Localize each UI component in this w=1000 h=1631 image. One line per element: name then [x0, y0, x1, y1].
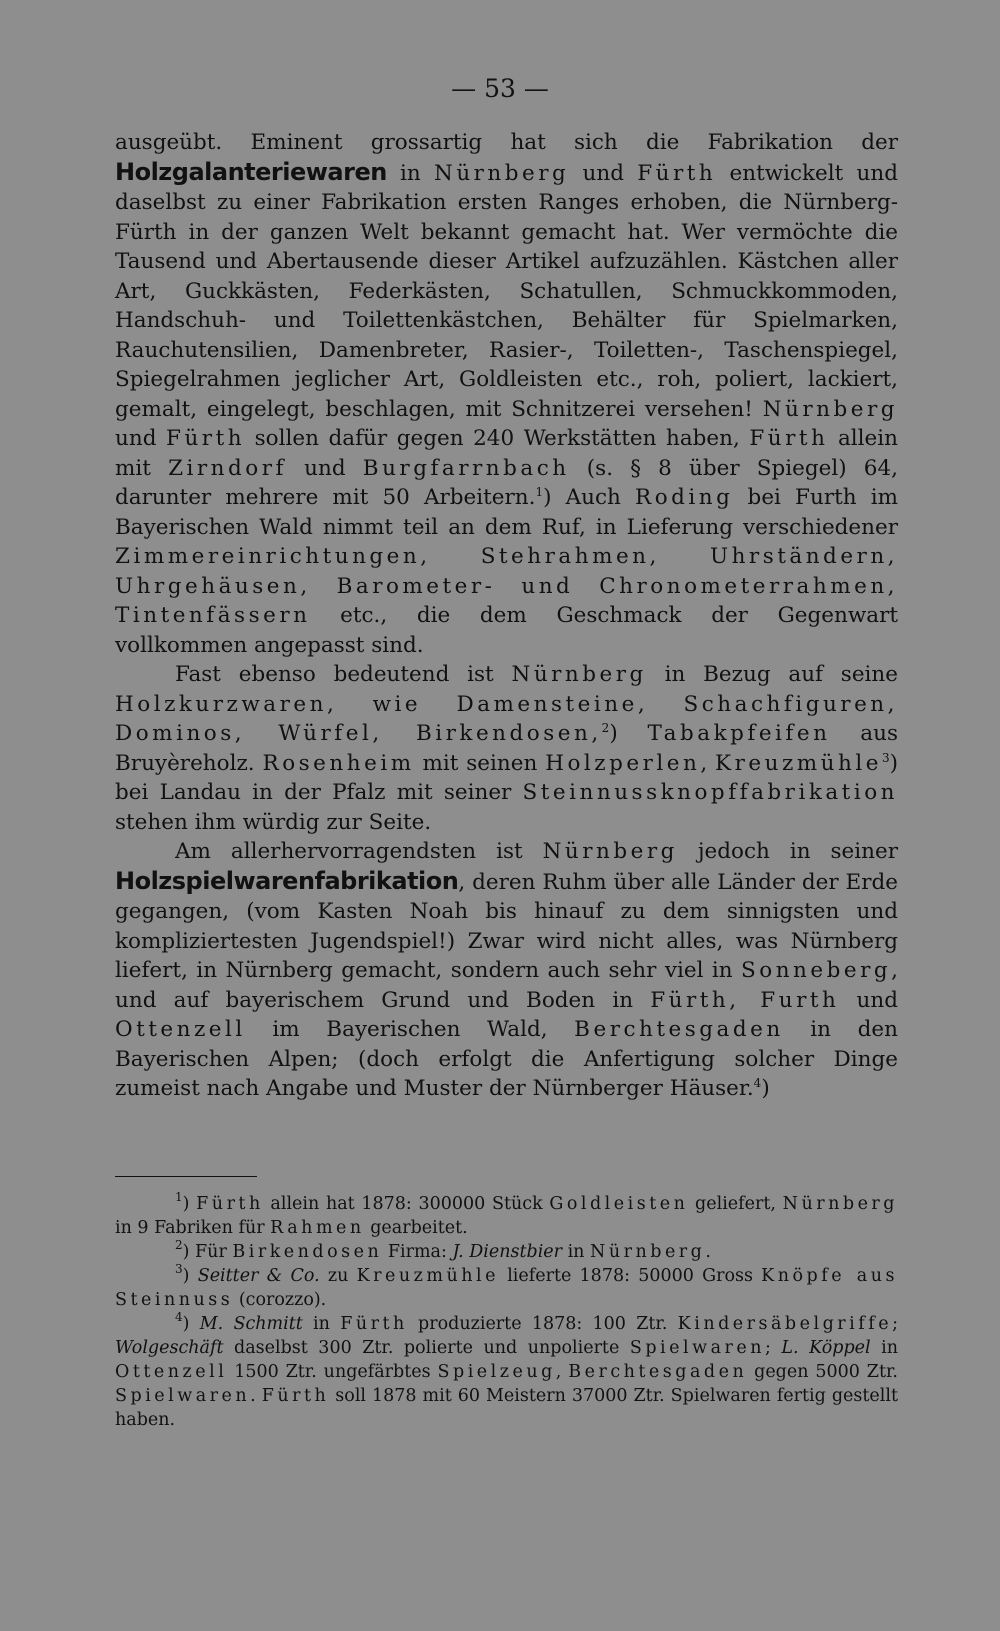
spaced-term: Spielwaren [629, 1338, 765, 1358]
text-run: sollen dafür gegen 240 Werkstätten haben, [245, 426, 750, 451]
text-run: gearbeitet. [364, 1218, 468, 1238]
spaced-term: Berchtesgaden [568, 1362, 748, 1382]
spaced-term: Fürth [749, 426, 829, 451]
text-run: , deren Ruhm über alle Länder der Erde gegangen, (vom Kasten Noah bis hinauf zu dem sinnigsten und kompliziertesten Jugendspiel!) Zwar wird nicht alles, was Nürnberg liefert, in Nürnberg gemacht, sondern auch sehr viel in [115, 869, 898, 983]
text-run: geliefert, [688, 1194, 783, 1214]
text-run: daselbst 300 Ztr. polierte und unpolierte [223, 1338, 630, 1358]
text-run: Fast ebenso bedeutend ist [175, 662, 512, 687]
footnote-3 [115, 1264, 898, 1312]
text-run: ; [765, 1338, 782, 1358]
spaced-term: Nürnberg [590, 1242, 706, 1262]
text-run: ) bei Landau in der Pfalz mit seiner [115, 750, 898, 805]
footnote-marker: 4 [753, 1076, 762, 1090]
text-run: ) Für [182, 1242, 233, 1262]
text-run: , und auf bayerischem Grund und Boden in [115, 958, 898, 1013]
text-run: . [705, 1242, 711, 1262]
text-run: Firma: [382, 1242, 453, 1262]
text-run: ) [182, 1314, 200, 1334]
spaced-term: Ottenzell [115, 1362, 228, 1382]
footnote-2 [115, 1240, 898, 1264]
text-run: in [386, 160, 434, 186]
paragraph-2 [115, 660, 898, 837]
text-run: produzierte 1878: 100 Ztr. [407, 1314, 678, 1334]
spaced-term: Roding [635, 485, 734, 510]
spaced-term: Berchtesgaden [574, 1017, 784, 1042]
text-run: ausgeübt. Eminent grossartig hat sich die Fabrikation der [115, 130, 898, 155]
text-run: , [555, 1362, 569, 1382]
text-run: etc., die dem Geschmack der Gegenwart vollkommen angepasst sind. [115, 603, 898, 658]
text-run: ) [182, 1194, 197, 1214]
italic-name: Seitter & Co. [197, 1266, 320, 1286]
spaced-term: Holzkurzwaren, wie Damensteine, Schachfiguren, Dominos, Würfel, Birkendosen, [115, 691, 898, 746]
spaced-term: Rosenheim [262, 750, 415, 776]
footnote-4 [115, 1312, 898, 1432]
spaced-term: Steinnussknopffabrikation [522, 780, 898, 805]
text-run: Am allerhervorragendsten ist [175, 839, 543, 864]
spaced-term: Nürnberg [511, 662, 647, 687]
text-run: aus Bruyèreholz. [115, 721, 898, 776]
italic-name: Wolgeschäft [115, 1338, 224, 1358]
spaced-term: Spielzeug [437, 1362, 556, 1382]
spaced-term: Tabakpfeifen [647, 721, 831, 746]
spaced-term: Rahmen [270, 1218, 365, 1238]
text-run: stehen ihm würdig zur Seite. [115, 809, 432, 835]
heading-term: Holzspielwarenfabrikation [115, 866, 459, 895]
text-run: im Bayerischen Wald, [245, 1017, 575, 1042]
spaced-term: Spielwaren [115, 1386, 251, 1406]
spaced-term: Nürnberg [542, 839, 678, 864]
spaced-term: Fürth [637, 160, 717, 186]
spaced-term: Zirndorf [168, 455, 287, 481]
text-run: bei Furth im Bayerischen Wald nimmt teil an dem Ruf, in Lieferung verschiedener [115, 485, 898, 540]
spaced-term: Holzperlen [545, 750, 701, 776]
footnote-divider [115, 1176, 257, 1177]
footnote-marker: 1 [175, 1190, 183, 1204]
text-run: entwickelt und daselbst zu einer Fabrikation ersten Ranges erhoben, die Nürnberg-Fürth in der ganzen Welt bekannt gemacht hat. Wer vermöchte die Tausend und Abertausende dieser Artikel aufzuzählen. Kästchen aller Art, Guckkästen, Federkästen, Schatullen, Schmuckkommoden, Handschuh- und Toilettenkästchen, Behälter für Spielmarken, Rauchutensilien, Damenbreter, Rasier-, Toiletten-, Taschenspiegel, Spiegelrahmen jeglicher Art, Goldleisten etc., roh, poliert, lackiert, gemalt, eingelegt, beschlagen, mit Schnitzerei versehen! [115, 160, 898, 422]
text-run: soll 1878 mit 60 Meistern 37000 Ztr. Spielwaren fertig gestellt haben. [115, 1386, 898, 1430]
spaced-term: Kreuzmühle [715, 750, 882, 776]
text-run: ; [892, 1314, 898, 1334]
text-run: jedoch in seiner [677, 839, 898, 864]
text-run: und [115, 426, 167, 451]
text-run: . [250, 1386, 262, 1406]
footnote-1 [115, 1192, 898, 1240]
text-run: in den Bayerischen Alpen; (doch erfolgt die Anfertigung solcher Dinge zumeist nach Angabe und Muster der Nürnberger Häuser. [115, 1017, 898, 1101]
footnote-marker: 4 [175, 1310, 183, 1324]
spaced-term: Sonneberg [741, 958, 892, 983]
italic-name: M. Schmitt [199, 1314, 303, 1334]
text-run: ) [609, 721, 648, 746]
text-run: und [569, 160, 638, 186]
spaced-term: Fürth, Furth [650, 987, 840, 1013]
text-run: ) Auch [543, 485, 636, 510]
heading-term: Holzgalanteriewaren [115, 157, 387, 186]
spaced-term: Knöpfe aus Steinnuss [115, 1266, 898, 1310]
text-run: gegen 5000 Ztr. [747, 1362, 898, 1382]
footnote-marker: 3 [175, 1262, 183, 1276]
text-run: ) [182, 1266, 198, 1286]
footnote-marker: 2 [175, 1238, 183, 1252]
spaced-term: Fürth [261, 1386, 330, 1406]
spaced-term: Zimmereinrichtungen, Stehrahmen, Uhrständern, Uhrgehäusen, Barometer- und Chronometerrahmen, Tintenfässern [115, 544, 898, 628]
spaced-term: Birkendosen [232, 1242, 383, 1262]
text-run: in Bezug auf seine [646, 662, 898, 687]
text-run: und [286, 455, 363, 481]
spaced-term: Fürth [340, 1314, 408, 1334]
text-run: (corozzo). [233, 1290, 327, 1310]
italic-name: J. Dienstbier [452, 1242, 563, 1262]
spaced-term: Burgfarrnbach [362, 455, 570, 481]
text-run: allein mit [115, 426, 899, 481]
spaced-term: Kindersäbelgriffe [677, 1314, 893, 1334]
text-run: mit seinen [414, 750, 546, 776]
spaced-term: Kreuzmühle [356, 1266, 499, 1286]
paragraph-3 [115, 837, 898, 1104]
spaced-term: Nürnberg [782, 1194, 898, 1214]
text-run: ) [761, 1076, 770, 1101]
spaced-term: Fürth [196, 1194, 264, 1214]
text-run: , [700, 750, 716, 776]
text-run: (s. § 8 über Spiegel) 64, darunter mehrere mit 50 Arbeitern. [115, 455, 898, 510]
text-run: in [302, 1314, 341, 1334]
footnote-marker: 2 [601, 721, 610, 735]
spaced-term: Goldleisten [549, 1194, 689, 1214]
footnotes [115, 1192, 898, 1432]
page-number: — 53 — [451, 74, 549, 103]
text-run: in 9 Fabriken für [115, 1218, 271, 1238]
text-run: in [562, 1242, 591, 1262]
text-run: zu [319, 1266, 357, 1286]
body-text [115, 128, 898, 1104]
text-run: lieferte 1878: 50000 Gross [498, 1266, 762, 1286]
spaced-term: Ottenzell [115, 1017, 246, 1042]
text-run: 1500 Ztr. ungefärbtes [227, 1362, 438, 1382]
footnote-marker: 1 [535, 485, 544, 499]
text-run: und [839, 987, 898, 1013]
text-run: in [870, 1338, 899, 1358]
spaced-term: Nürnberg [762, 396, 898, 422]
text-run: allein hat 1878: 300000 Stück [263, 1194, 550, 1214]
spaced-term: Nürnberg [434, 160, 570, 186]
italic-name: L. Köppel [781, 1338, 871, 1358]
paragraph-1 [115, 128, 898, 660]
footnote-marker: 3 [881, 750, 890, 765]
spaced-term: Fürth [166, 426, 246, 451]
